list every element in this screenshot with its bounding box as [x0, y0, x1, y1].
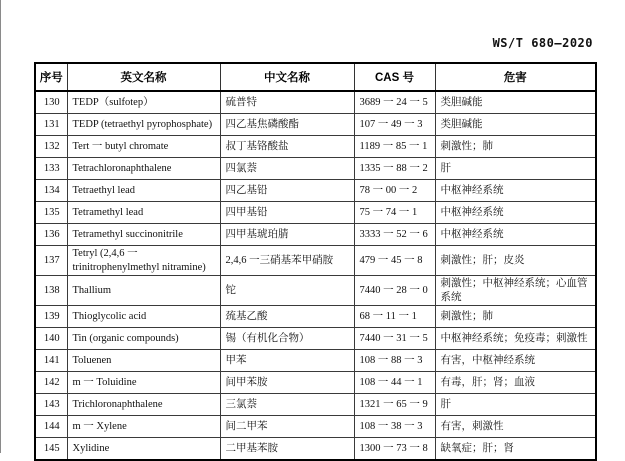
cell-hazard: 中枢神经系统；免疫毒；刺激性	[435, 328, 596, 350]
cell-serial-number: 144	[35, 416, 67, 438]
cell-chinese-name: 硫普特	[220, 91, 354, 114]
table-row	[35, 416, 596, 438]
table-row	[35, 114, 596, 136]
column-header-cas-number: CAS 号	[354, 63, 435, 91]
column-header-english-name: 英文名称	[67, 63, 220, 91]
cell-english-name: Trichloronaphthalene	[67, 394, 220, 416]
cell-cas-number: 1189 一 85 一 1	[354, 136, 435, 158]
table-row	[35, 158, 596, 180]
cell-hazard: 有害，刺激性	[435, 416, 596, 438]
cell-serial-number: 138	[35, 276, 67, 306]
cell-english-name: Thallium	[67, 276, 220, 306]
cell-cas-number: 1321 一 65 一 9	[354, 394, 435, 416]
cell-cas-number: 75 一 74 一 1	[354, 202, 435, 224]
cell-serial-number: 137	[35, 246, 67, 276]
cell-chinese-name: 四甲基铅	[220, 202, 354, 224]
cell-serial-number: 140	[35, 328, 67, 350]
cell-english-name: m 一 Xylene	[67, 416, 220, 438]
cell-english-name: Thioglycolic acid	[67, 306, 220, 328]
cell-hazard: 刺激性；肺	[435, 136, 596, 158]
table-header-row	[35, 63, 596, 91]
table-row	[35, 350, 596, 372]
cell-serial-number: 132	[35, 136, 67, 158]
cell-hazard: 中枢神经系统	[435, 224, 596, 246]
table-row	[35, 180, 596, 202]
cell-cas-number: 108 一 44 一 1	[354, 372, 435, 394]
standard-number: WS/T 680—2020	[492, 36, 593, 50]
cell-cas-number: 68 一 11 一 1	[354, 306, 435, 328]
table-row	[35, 202, 596, 224]
cell-serial-number: 141	[35, 350, 67, 372]
cell-serial-number: 145	[35, 438, 67, 461]
cell-chinese-name: 四乙基铅	[220, 180, 354, 202]
cell-english-name: Tetramethyl lead	[67, 202, 220, 224]
table-header	[35, 63, 596, 91]
cell-serial-number: 142	[35, 372, 67, 394]
cell-chinese-name: 三氯萘	[220, 394, 354, 416]
cell-chinese-name: 四乙基焦磷酸酯	[220, 114, 354, 136]
cell-cas-number: 3333 一 52 一 6	[354, 224, 435, 246]
cell-english-name: Tetraethyl lead	[67, 180, 220, 202]
table-row	[35, 224, 596, 246]
table-row	[35, 394, 596, 416]
cell-cas-number: 3689 一 24 一 5	[354, 91, 435, 114]
table-row	[35, 276, 596, 306]
cell-english-name: Tetrachloronaphthalene	[67, 158, 220, 180]
column-header-serial-number: 序号	[35, 63, 67, 91]
cell-serial-number: 131	[35, 114, 67, 136]
table-row	[35, 306, 596, 328]
column-header-chinese-name: 中文名称	[220, 63, 354, 91]
table-row	[35, 328, 596, 350]
cell-english-name: Tin (organic compounds)	[67, 328, 220, 350]
cell-english-name: Tetryl (2,4,6 一 trinitrophenylmethyl nitramine)	[67, 246, 220, 276]
cell-hazard: 中枢神经系统	[435, 180, 596, 202]
cell-hazard: 肝	[435, 158, 596, 180]
cell-serial-number: 133	[35, 158, 67, 180]
cell-chinese-name: 巯基乙酸	[220, 306, 354, 328]
table-row	[35, 246, 596, 276]
cell-serial-number: 139	[35, 306, 67, 328]
cell-cas-number: 1335 一 88 一 2	[354, 158, 435, 180]
cell-english-name: Tert 一 butyl chromate	[67, 136, 220, 158]
cell-chinese-name: 锡（有机化合物）	[220, 328, 354, 350]
cell-english-name: Toluenen	[67, 350, 220, 372]
table-row	[35, 136, 596, 158]
cell-cas-number: 78 一 00 一 2	[354, 180, 435, 202]
cell-hazard: 缺氧症；肝；肾	[435, 438, 596, 461]
column-header-hazard: 危害	[435, 63, 596, 91]
cell-hazard: 刺激性；肺	[435, 306, 596, 328]
cell-hazard: 刺激性；肝；皮炎	[435, 246, 596, 276]
cell-serial-number: 135	[35, 202, 67, 224]
hazard-table	[34, 62, 597, 461]
cell-hazard: 有害，中枢神经系统	[435, 350, 596, 372]
cell-cas-number: 108 一 38 一 3	[354, 416, 435, 438]
cell-english-name: TEDP（sulfotep）	[67, 91, 220, 114]
cell-chinese-name: 二甲基苯胺	[220, 438, 354, 461]
cell-hazard: 有毒，肝；肾；血液	[435, 372, 596, 394]
cell-hazard: 中枢神经系统	[435, 202, 596, 224]
cell-hazard: 类胆碱能	[435, 91, 596, 114]
cell-english-name: TEDP (tetraethyl pyrophosphate)	[67, 114, 220, 136]
cell-serial-number: 143	[35, 394, 67, 416]
cell-chinese-name: 甲苯	[220, 350, 354, 372]
cell-english-name: m 一 Toluidine	[67, 372, 220, 394]
cell-chinese-name: 间甲苯胺	[220, 372, 354, 394]
cell-chinese-name: 四甲基琥珀腈	[220, 224, 354, 246]
hazard-table-container	[34, 62, 595, 461]
cell-chinese-name: 四氯萘	[220, 158, 354, 180]
cell-serial-number: 134	[35, 180, 67, 202]
cell-cas-number: 108 一 88 一 3	[354, 350, 435, 372]
cell-cas-number: 7440 一 31 一 5	[354, 328, 435, 350]
cell-chinese-name: 2,4,6 一三硝基苯甲硝胺	[220, 246, 354, 276]
cell-cas-number: 107 一 49 一 3	[354, 114, 435, 136]
cell-serial-number: 136	[35, 224, 67, 246]
cell-hazard: 类胆碱能	[435, 114, 596, 136]
table-body	[35, 91, 596, 460]
cell-chinese-name: 叔丁基铬酸盐	[220, 136, 354, 158]
cell-serial-number: 130	[35, 91, 67, 114]
cell-chinese-name: 间二甲苯	[220, 416, 354, 438]
table-row	[35, 438, 596, 461]
cell-hazard: 刺激性；中枢神经系统；心血管系统	[435, 276, 596, 306]
cell-cas-number: 1300 一 73 一 8	[354, 438, 435, 461]
cell-cas-number: 7440 一 28 一 0	[354, 276, 435, 306]
table-row	[35, 372, 596, 394]
cell-chinese-name: 铊	[220, 276, 354, 306]
cell-cas-number: 479 一 45 一 8	[354, 246, 435, 276]
cell-english-name: Tetramethyl succinonitrile	[67, 224, 220, 246]
table-row	[35, 91, 596, 114]
cell-hazard: 肝	[435, 394, 596, 416]
cell-english-name: Xylidine	[67, 438, 220, 461]
